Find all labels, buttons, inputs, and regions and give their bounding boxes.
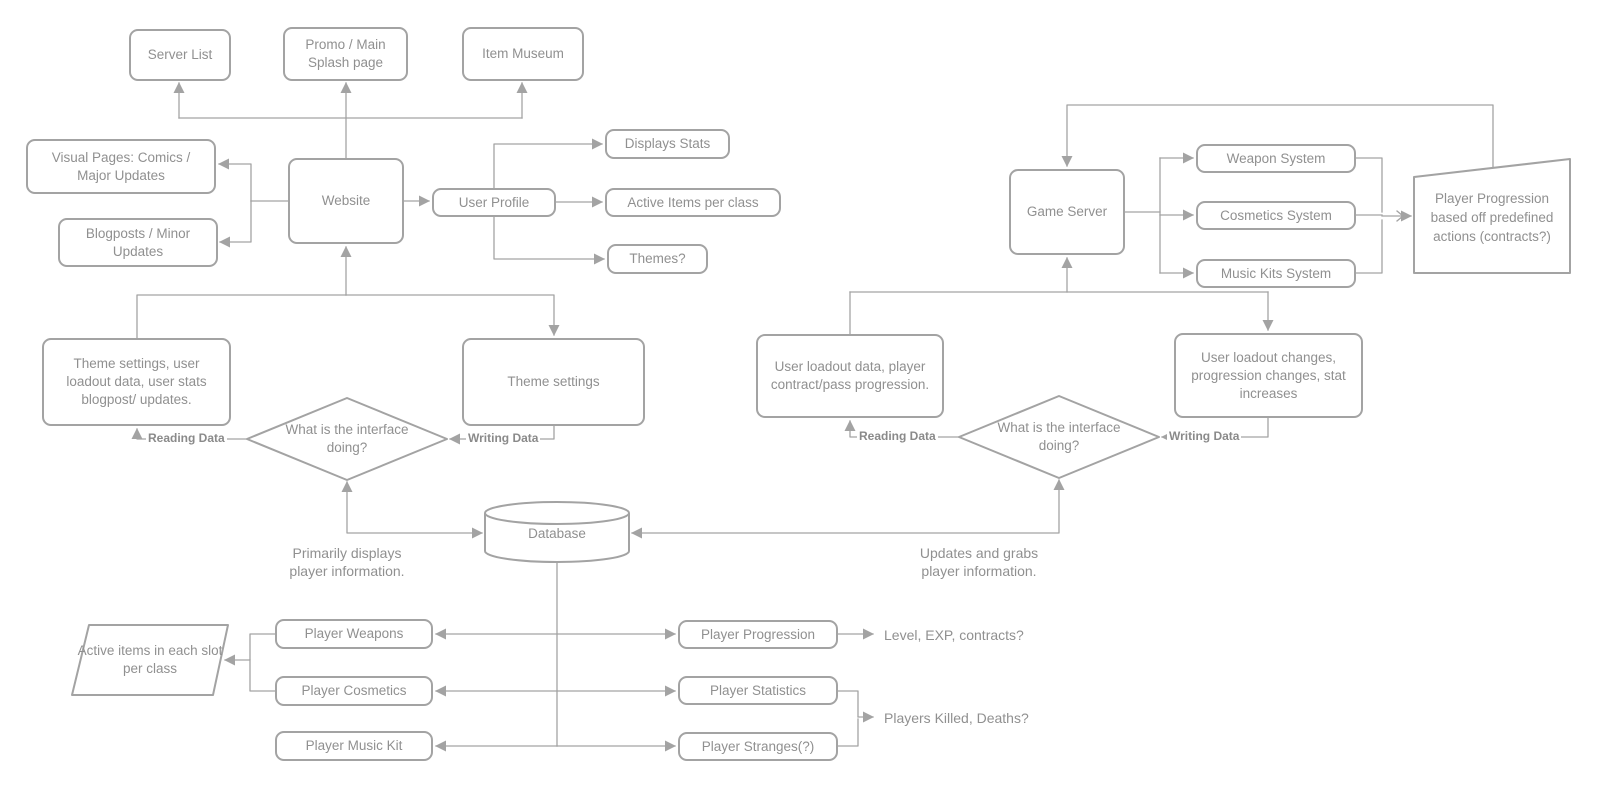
node-blogposts[interactable]: Blogposts / Minor Updates — [58, 218, 218, 267]
annotation-players-killed: Players Killed, Deaths? — [884, 710, 1029, 726]
node-player-progression-manual[interactable]: Player Progression based off predefined actions (contracts?) — [1430, 190, 1554, 244]
node-active-items-per-class[interactable]: Active Items per class — [605, 188, 781, 217]
node-music-kits-system[interactable]: Music Kits System — [1196, 259, 1356, 288]
edge-label-writing-data-right: Writing Data — [1169, 429, 1240, 443]
edge-label-writing-data-left: Writing Data — [468, 431, 539, 445]
node-player-cosmetics[interactable]: Player Cosmetics — [275, 676, 433, 706]
node-user-loadout-changes[interactable]: User loadout changes, progression changes, stat increases — [1174, 333, 1363, 418]
edge-music-merge — [1356, 220, 1382, 273]
node-theme-loadout-data[interactable]: Theme settings, user loadout data, user stats blogpost/ updates. — [42, 338, 231, 426]
edge-statistics-merge — [838, 691, 858, 716]
left-decision-diamond-label[interactable]: What is the interface doing? — [285, 422, 409, 455]
edge-theme-loadout-up — [137, 295, 346, 338]
node-user-profile[interactable]: User Profile — [432, 188, 556, 217]
edge-to-blogposts — [220, 201, 251, 242]
edge-website-to-theme-settings — [346, 295, 554, 335]
node-player-progression[interactable]: Player Progression — [678, 620, 838, 649]
edge-label-reading-data-right: Reading Data — [859, 429, 936, 443]
edge-cosmetics-to-merge — [250, 660, 275, 691]
edge-to-displays-stats — [494, 144, 602, 188]
node-player-music-kit[interactable]: Player Music Kit — [275, 731, 433, 761]
edge-to-visual-pages — [219, 164, 251, 201]
node-cosmetics-system[interactable]: Cosmetics System — [1196, 201, 1356, 230]
node-weapon-system[interactable]: Weapon System — [1196, 144, 1356, 173]
node-player-statistics[interactable]: Player Statistics — [678, 676, 838, 705]
node-game-server[interactable]: Game Server — [1009, 169, 1125, 255]
node-player-weapons[interactable]: Player Weapons — [275, 619, 433, 649]
right-decision-diamond-label[interactable]: What is the interface doing? — [997, 420, 1121, 453]
node-promo-splash[interactable]: Promo / Main Splash page — [283, 27, 408, 81]
node-theme-settings[interactable]: Theme settings — [462, 338, 645, 426]
node-database[interactable]: Database — [528, 526, 586, 541]
node-player-stranges[interactable]: Player Stranges(?) — [678, 732, 838, 761]
edge-stranges-merge — [838, 719, 858, 746]
node-item-museum[interactable]: Item Museum — [462, 27, 584, 81]
annotation-level-exp: Level, EXP, contracts? — [884, 627, 1024, 643]
edge-weapon-merge — [1356, 158, 1382, 212]
node-server-list[interactable]: Server List — [129, 29, 231, 81]
edge-right-diamond-database — [632, 480, 1059, 533]
node-active-items-slot[interactable]: Active items in each slot per class — [77, 643, 223, 676]
node-visual-pages[interactable]: Visual Pages: Comics / Major Updates — [26, 139, 216, 194]
annotation-primarily-displays: Primarily displays player information. — [289, 545, 405, 579]
edge-to-active-items-slot — [225, 634, 275, 660]
edge-to-themes — [494, 217, 604, 259]
node-website[interactable]: Website — [288, 158, 404, 244]
node-displays-stats[interactable]: Displays Stats — [605, 129, 730, 159]
edge-left-diamond-database — [347, 482, 482, 533]
node-user-loadout-data[interactable]: User loadout data, player contract/pass progression. — [756, 334, 944, 418]
annotation-updates-grabs: Updates and grabs player information. — [919, 545, 1039, 579]
node-themes[interactable]: Themes? — [607, 244, 708, 274]
edge-label-reading-data-left: Reading Data — [148, 431, 225, 445]
